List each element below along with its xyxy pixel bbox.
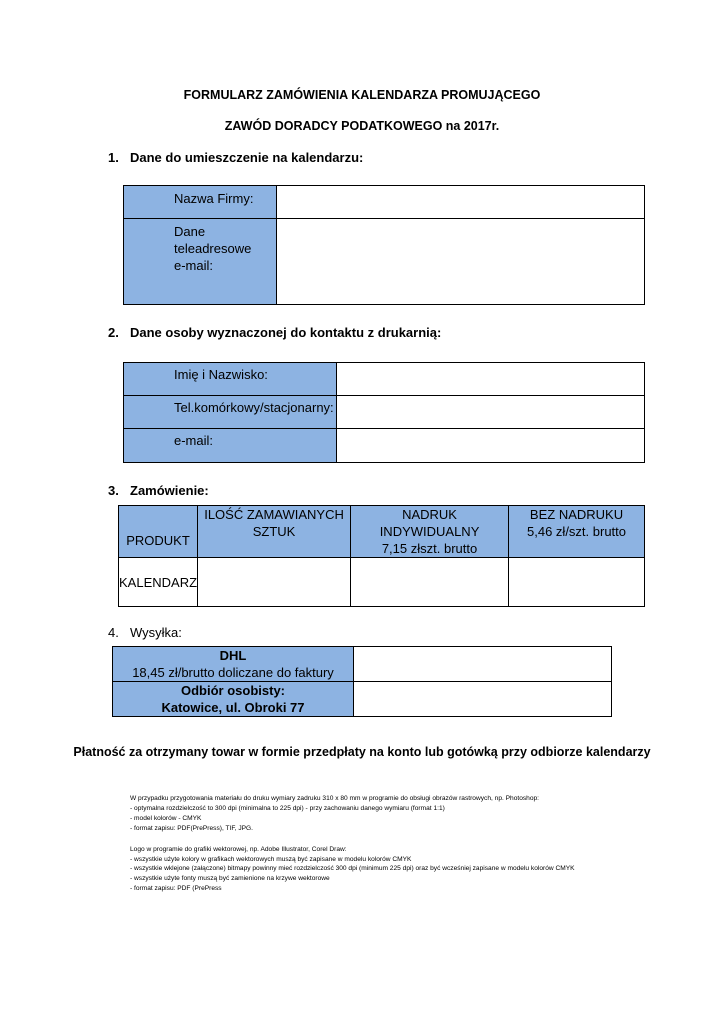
header-line: SZTUK bbox=[252, 524, 296, 539]
shipping-pickup-option bbox=[113, 682, 354, 717]
contact-label-line: teleadresowe bbox=[174, 241, 252, 256]
header-line: 7,15 złszt. brutto bbox=[381, 541, 478, 556]
person-name-field[interactable] bbox=[337, 363, 645, 396]
note-line: - wszystkie wklejone (załączone) bitmapy powinny mieć rozdzielczość 300 dpi (minimum 225 dpi) oraz być wcześniej zapisane w modelu kolorów CMYK bbox=[130, 865, 575, 873]
dhl-price: 18,45 zł/brutto doliczane do faktury bbox=[132, 665, 334, 680]
note-line: W przypadku przygotowania materiału do druku wymiary zadruku 310 x 80 mm w programie do obsługi obrazów rastrowych, np. Photoshop: bbox=[130, 795, 540, 802]
section-title: Dane do umieszczenie na kalendarzu: bbox=[130, 150, 364, 165]
note-line: - wszystkie użyte fonty muszą być zamienione na krzywe wektorowe bbox=[130, 875, 330, 883]
header-line: ILOŚĆ ZAMAWIANYCH bbox=[204, 507, 344, 522]
note-line: - format zapisu: PDF(PrePress), TIF, JPG. bbox=[130, 824, 253, 832]
section-title: Zamówienie: bbox=[130, 483, 209, 498]
payment-info: Płatność za otrzymany towar w formie przedpłaty na konto lub gotówką przy odbiorze kalendarzy bbox=[73, 745, 651, 759]
section-4-heading bbox=[108, 625, 182, 640]
col-quantity-header bbox=[198, 506, 351, 558]
person-email-label: e-mail: bbox=[124, 429, 337, 463]
section-2-heading bbox=[108, 325, 441, 340]
order-header-row bbox=[119, 506, 645, 558]
note-line: - model kolorów - CMYK bbox=[130, 814, 202, 822]
section-title: Wysyłka: bbox=[130, 625, 182, 640]
header-line: NADRUK INDYWIDUALNY bbox=[379, 507, 480, 539]
note-line: - format zapisu: PDF (PrePress bbox=[130, 885, 222, 893]
contact-label-line: e-mail: bbox=[174, 258, 214, 273]
section-number: 1. bbox=[108, 150, 119, 165]
shipping-pickup-field[interactable] bbox=[354, 682, 612, 717]
note-line: - optymalna rozdzielczość to 300 dpi (minimalna to 225 dpi) - przy zachowaniu danego wymiaru (format 1:1) bbox=[130, 804, 445, 812]
contact-person-table bbox=[123, 362, 645, 463]
shipping-dhl-option bbox=[113, 647, 354, 682]
section-number: 3. bbox=[108, 483, 119, 498]
print-requirements-notes bbox=[130, 794, 670, 894]
col-noprint-header bbox=[509, 506, 645, 558]
company-data-table bbox=[123, 185, 645, 305]
form-subtitle: ZAWÓD DORADCY PODATKOWEGO na 2017r. bbox=[224, 119, 500, 133]
col-print-header bbox=[351, 506, 509, 558]
header-line: BEZ NADRUKU bbox=[529, 507, 624, 522]
contact-data-field[interactable] bbox=[277, 219, 645, 305]
header-line: 5,46 zł/szt. brutto bbox=[527, 524, 627, 539]
company-name-label: Nazwa Firmy: bbox=[124, 186, 277, 219]
quantity-field[interactable] bbox=[198, 558, 351, 607]
note-line: Logo w programie do grafiki wektorowej, np. Adobe Illustrator, Corel Draw: bbox=[130, 845, 347, 853]
contact-label-line: Dane bbox=[174, 224, 206, 239]
person-phone-label: Tel.komórkowy/stacjonarny: bbox=[124, 396, 337, 429]
noprint-field[interactable] bbox=[509, 558, 645, 607]
order-table bbox=[118, 505, 645, 607]
print-field[interactable] bbox=[351, 558, 509, 607]
dhl-title: DHL bbox=[219, 648, 247, 663]
section-number: 4. bbox=[108, 625, 119, 640]
section-number: 2. bbox=[108, 325, 119, 340]
col-product-header: PRODUKT bbox=[119, 506, 198, 558]
shipping-dhl-field[interactable] bbox=[354, 647, 612, 682]
company-name-field[interactable] bbox=[277, 186, 645, 219]
section-title: Dane osoby wyznaczonej do kontaktu z drukarnią: bbox=[130, 325, 442, 340]
shipping-table bbox=[112, 646, 612, 717]
section-3-heading bbox=[108, 483, 209, 498]
person-email-field[interactable] bbox=[337, 429, 645, 463]
product-name-cell: KALENDARZ bbox=[119, 558, 198, 607]
person-phone-field[interactable] bbox=[337, 396, 645, 429]
note-line: - wszystkie użyte kolory w grafikach wektorowych muszą być zapisane w modelu kolorów CMYK bbox=[130, 855, 412, 863]
pickup-title: Odbiór osobisty: bbox=[181, 683, 285, 698]
order-row bbox=[119, 558, 645, 607]
section-1-heading bbox=[108, 150, 363, 165]
form-title: FORMULARZ ZAMÓWIENIA KALENDARZA PROMUJĄCEGO bbox=[183, 88, 541, 102]
pickup-address: Katowice, ul. Obroki 77 bbox=[161, 700, 305, 715]
contact-data-label bbox=[124, 219, 277, 305]
person-name-label: Imię i Nazwisko: bbox=[124, 363, 337, 396]
